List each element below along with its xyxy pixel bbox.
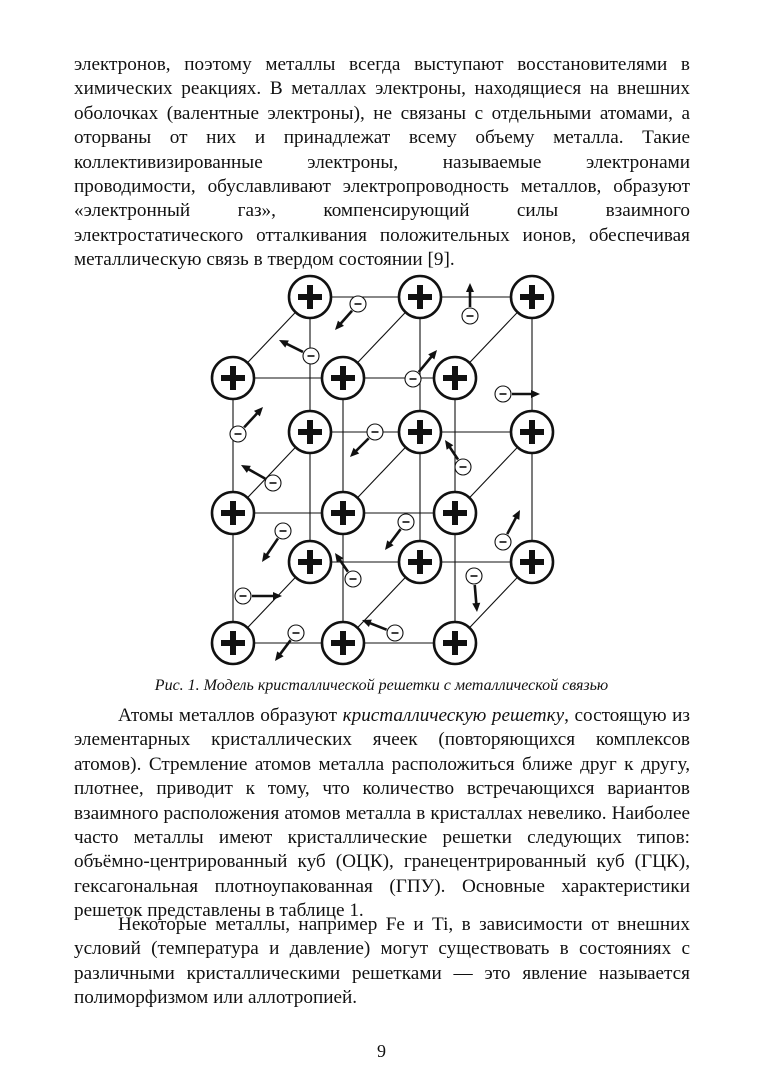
electron-motion-arrow [507, 515, 517, 534]
plus-sign-vertical [452, 631, 458, 655]
electron-motion-arrow [265, 538, 278, 557]
minus-sign [403, 521, 410, 523]
plus-sign-vertical [340, 631, 346, 655]
minus-sign [280, 530, 287, 532]
plus-sign-vertical [452, 366, 458, 390]
minus-sign [235, 433, 242, 435]
plus-sign-vertical [452, 501, 458, 525]
minus-sign [500, 393, 507, 395]
plus-sign-vertical [230, 366, 236, 390]
plus-sign-vertical [230, 501, 236, 525]
minus-sign [350, 578, 357, 580]
plus-sign-vertical [529, 420, 535, 444]
plus-sign-vertical [417, 420, 423, 444]
crystal-lattice-diagram [195, 268, 575, 668]
arrowhead [466, 283, 474, 292]
plus-sign-vertical [340, 501, 346, 525]
minus-sign [308, 355, 315, 357]
page-number: 9 [377, 1041, 386, 1061]
electron-motion-arrow [419, 355, 433, 372]
plus-sign-vertical [529, 550, 535, 574]
plus-sign-vertical [417, 285, 423, 309]
paragraph-2-after: , состоящую из элементарных кристаллических ячеек (повторяющихся комплексов атомов). Стремление атомов металла расположиться ближе друг к другу, плотнее, приводит к тому, что количество встречающихся вариантов взаимного расположения атомов металла в кристаллах невелико. Наиболее часто металлы имеют кристаллические решетки следующих типов: объёмно-центрированный куб (ОЦК), гранецентрированный куб (ГЦК), гексагональная плотноупакованная (ГПУ). Основные характеристики решеток представлены в таблице 1. [74, 705, 691, 922]
term-crystal-lattice: кристаллическую решетку [342, 705, 565, 726]
minus-sign [392, 632, 399, 634]
minus-sign [410, 378, 417, 380]
electron-motion-arrow [475, 585, 477, 606]
crystal-lattice-figure [195, 268, 575, 668]
minus-sign [293, 632, 300, 634]
paragraph-crystal-lattice [74, 704, 690, 924]
minus-sign [460, 466, 467, 468]
paragraph-metallic-bond: электронов, поэтому металлы всегда выступают восстановителями в химических реакциях. В металлах электроны, находящиеся на внешних оболочках (валентные электроны), не связаны с отдельными атомами, а оторваны от них и принадлежат всему объему металла. Такие коллективизированные электроны, называемые электронами проводимости, обуславливают электропроводность металлов, образуют «электронный газ», компенсирующий силы взаимного электростатического отталкивания положительных ионов, обеспечивая металлическую связь в твердом состоянии [9]. [74, 54, 690, 271]
electron-motion-arrow [389, 529, 401, 545]
minus-sign [240, 595, 247, 597]
electron-motion-arrow [354, 438, 368, 452]
electron-motion-arrow [246, 468, 265, 479]
arrowhead [472, 603, 480, 612]
plus-sign-vertical [230, 631, 236, 655]
minus-sign [372, 431, 379, 433]
plus-sign-vertical [307, 550, 313, 574]
arrowhead [362, 620, 372, 627]
minus-sign [471, 575, 478, 577]
electron-motion-arrow [368, 622, 387, 630]
minus-sign [467, 315, 474, 317]
minus-sign [500, 541, 507, 543]
plus-sign-vertical [529, 285, 535, 309]
plus-sign-vertical [307, 420, 313, 444]
paragraph-polymorphism: Некоторые металлы, например Fe и Ti, в зависимости от внешних условий (температура и давление) могут существовать в состояниях с различными кристаллическими решетками — это явление называется полиморфизмом или аллотропией. [74, 914, 690, 1009]
plus-sign-vertical [340, 366, 346, 390]
electron-motion-arrow [284, 343, 303, 352]
plus-sign-vertical [417, 550, 423, 574]
figure-caption: Рис. 1. Модель кристаллической решетки с металлической связью [154, 677, 609, 694]
plus-sign-vertical [307, 285, 313, 309]
paragraph-2-before: Атомы металлов образуют [118, 705, 343, 726]
arrowhead [531, 390, 540, 398]
minus-sign [270, 482, 277, 484]
electron-motion-arrow [244, 411, 259, 427]
minus-sign [355, 303, 362, 305]
